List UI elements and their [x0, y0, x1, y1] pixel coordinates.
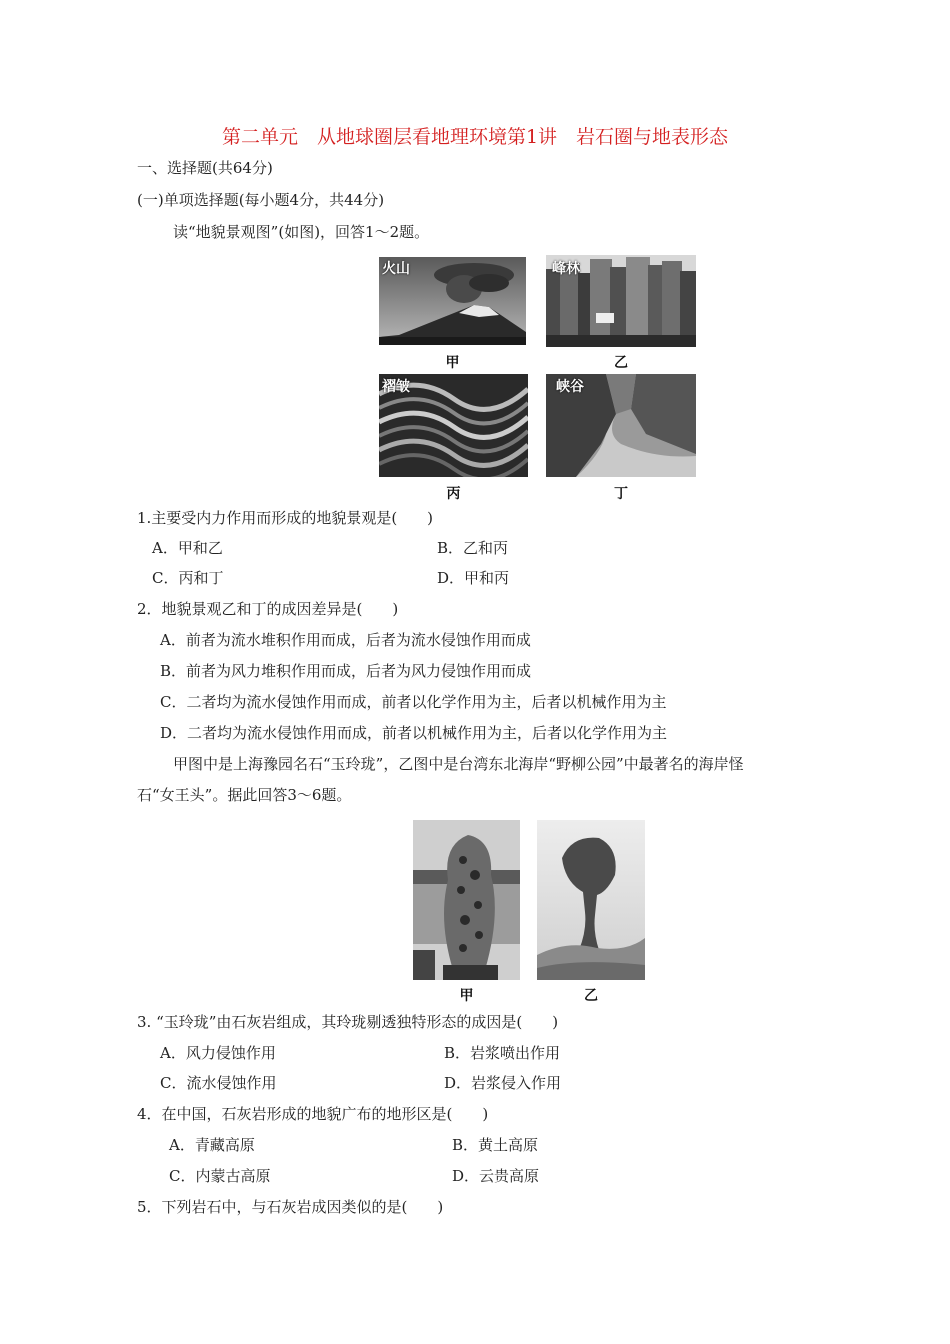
intro-text-2-line1: 甲图中是上海豫园名石“玉玲珑”，乙图中是台湾东北海岸“野柳公园”中最著名的海岸怪 — [173, 755, 744, 773]
photo-caption-jia: 甲 — [445, 355, 460, 371]
question-3-option-d: D．岩浆侵入作用 — [444, 1074, 562, 1092]
question-2-option-d: D．二者均为流水侵蚀作用而成，前者以机械作用为主，后者以化学作用为主 — [160, 724, 668, 742]
photo-caption-yi: 乙 — [614, 355, 628, 371]
rock-yulinglong-photo — [413, 820, 520, 980]
photo-label-fold: 褶皱 — [382, 379, 410, 395]
intro-text-2-line2: 石“女王头”。据此回答3～6题。 — [137, 786, 352, 804]
subsection-heading: (一)单项选择题(每小题4分，共44分) — [137, 191, 385, 209]
photo-caption-bing: 丙 — [446, 486, 461, 502]
question-3-option-a: A．风力侵蚀作用 — [160, 1044, 276, 1062]
question-3-option-c: C．流水侵蚀作用 — [160, 1074, 277, 1092]
intro-text-1: 读“地貌景观图”(如图)，回答1～2题。 — [173, 223, 430, 241]
queens-head-rock-photo — [537, 820, 645, 980]
section-heading: 一、选择题(共64分) — [137, 159, 273, 177]
rock-caption-yi: 乙 — [584, 988, 598, 1004]
question-1-option-a: A．甲和乙 — [152, 539, 223, 557]
question-4-option-b: B．黄土高原 — [452, 1136, 539, 1154]
question-2-stem: 2．地貌景观乙和丁的成因差异是( ) — [137, 600, 399, 618]
question-1-option-b: B．乙和丙 — [437, 539, 509, 557]
question-4-option-d: D．云贵高原 — [452, 1167, 540, 1185]
question-5-stem: 5．下列岩石中，与石灰岩成因类似的是( ) — [137, 1198, 444, 1216]
question-4-option-a: A．青藏高原 — [169, 1136, 255, 1154]
photo-caption-ding: 丁 — [614, 486, 628, 502]
question-1-option-d: D．甲和丙 — [437, 569, 510, 587]
photo-label-canyon: 峡谷 — [556, 379, 584, 395]
question-1-option-c: C．丙和丁 — [152, 569, 224, 587]
page-title: 第二单元 从地球圈层看地理环境第1讲 岩石圈与地表形态 — [221, 126, 729, 148]
question-3-stem: 3. “玉玲珑”由石灰岩组成，其玲珑剔透独特形态的成因是( ) — [137, 1013, 559, 1031]
photo-label-peak-forest: 峰林 — [552, 261, 580, 277]
question-4-option-c: C．内蒙古高原 — [169, 1167, 271, 1185]
question-1-stem: 1.主要受内力作用而形成的地貌景观是( ) — [137, 509, 434, 527]
question-2-option-c: C．二者均为流水侵蚀作用而成，前者以化学作用为主，后者以机械作用为主 — [160, 693, 667, 711]
rock-caption-jia: 甲 — [459, 988, 474, 1004]
question-3-option-b: B．岩浆喷出作用 — [444, 1044, 561, 1062]
photo-label-volcano: 火山 — [382, 261, 410, 277]
question-4-stem: 4．在中国，石灰岩形成的地貌广布的地形区是( ) — [137, 1105, 489, 1123]
question-2-option-a: A．前者为流水堆积作用而成，后者为流水侵蚀作用而成 — [160, 631, 531, 649]
question-2-option-b: B．前者为风力堆积作用而成，后者为风力侵蚀作用而成 — [160, 662, 532, 680]
